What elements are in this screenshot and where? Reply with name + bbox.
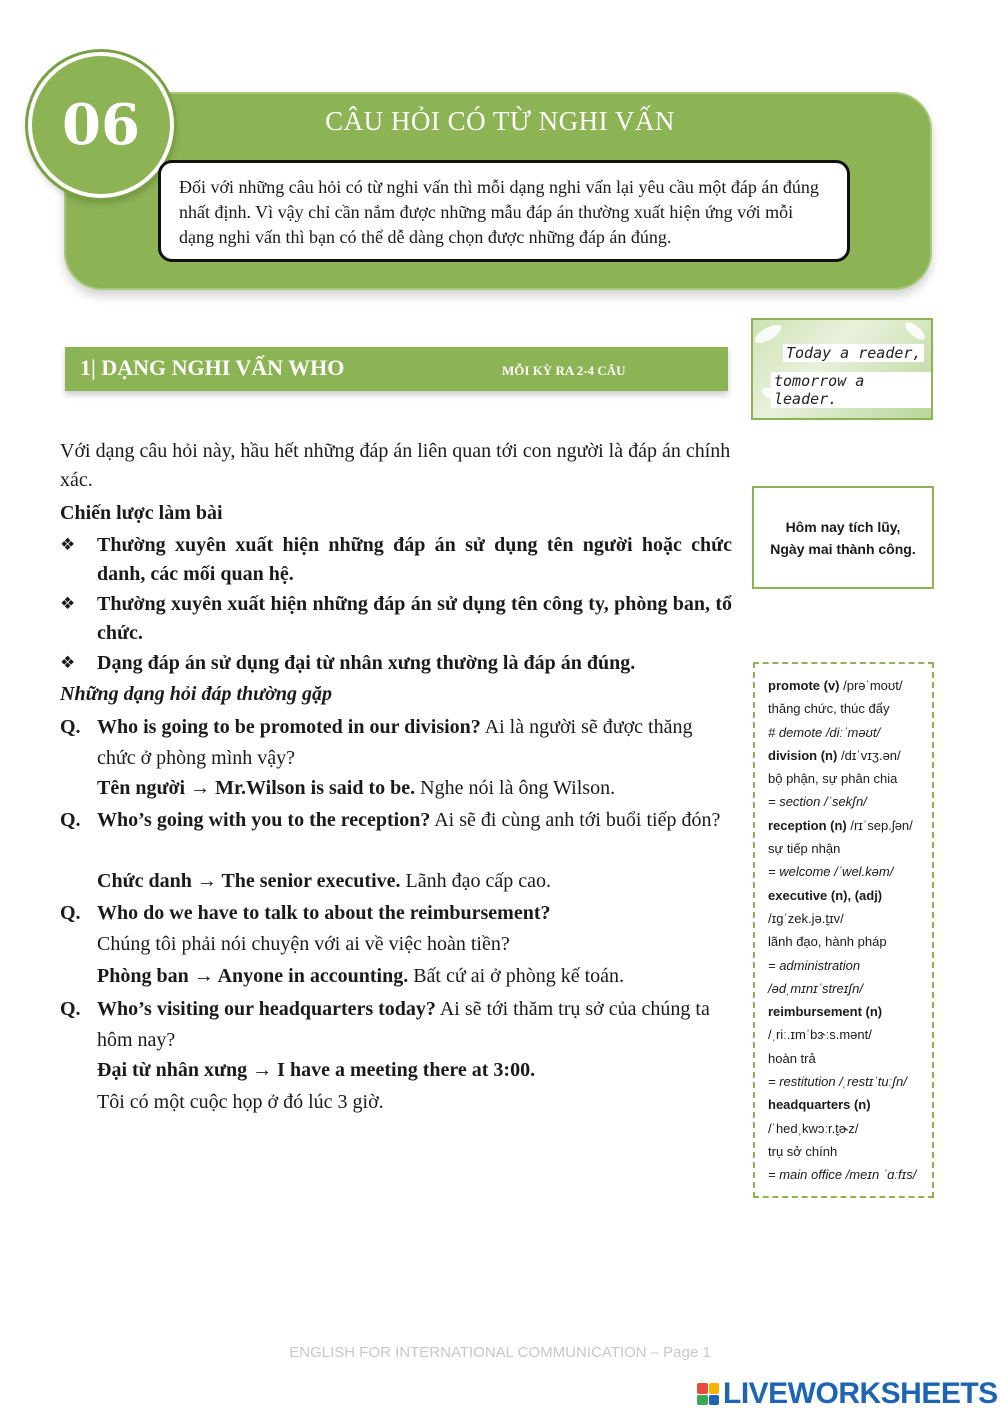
answer-row: [97, 962, 737, 991]
question-vietnamese: Ai sẽ tới thăm trụ sở của chúng ta hôm nay?: [97, 998, 710, 1051]
intro-text: Đối với những câu hỏi có từ nghi vấn thì mỗi dạng nghi vấn lại yêu cầu một đáp án đúng nhất định. Vì vậy chỉ cần nắm được những mẫu đáp án thường xuất hiện ứng với mỗi dạng nghi vấn thì bạn có thể dễ dàng chọn được những đáp án đúng.: [179, 177, 819, 247]
vocab-line: [768, 884, 928, 907]
vocab-pronunciation: /prəˈmoʊt/: [839, 678, 903, 693]
intro-box: [158, 160, 850, 262]
flower-petal: [903, 319, 928, 342]
question-row: [60, 712, 732, 774]
lesson-number-badge: [28, 52, 174, 198]
answer-english: Chức danh → The senior executive.: [97, 870, 401, 892]
strategy-bullet: [60, 531, 732, 589]
diamond-bullet-icon: ❖: [60, 653, 76, 673]
bullet-text: Dạng đáp án sử dụng đại từ nhân xưng thường là đáp án đúng.: [97, 652, 636, 674]
question-vietnamese-row: [97, 930, 737, 959]
vocab-word: reception (n): [768, 817, 847, 833]
question-english: Who’s going with you to the reception?: [97, 809, 431, 831]
answer-english: Tên người → Mr.Wilson is said to be.: [97, 777, 416, 799]
bullet-text: Thường xuyên xuất hiện những đáp án sử dụng tên người hoặc chức danh, các mối quan hệ.: [97, 534, 732, 585]
vocab-line: [768, 1000, 928, 1023]
question-english: Who do we have to talk to about the reimbursement?: [97, 902, 551, 924]
vocab-line: sự tiếp nhận: [768, 841, 841, 857]
vocab-line: = administration: [768, 957, 861, 973]
vocab-line: = section /ˈsekʃn/: [768, 794, 867, 810]
answer-english: Phòng ban → Anyone in accounting.: [97, 965, 409, 987]
strategy-heading: Chiến lược làm bài: [60, 502, 223, 524]
question-vietnamese: Chúng tôi phải nói chuyện với ai về việc hoàn tiền?: [97, 933, 510, 955]
flower-petal: [752, 321, 784, 346]
question-vietnamese: Ai sẽ đi cùng anh tới buổi tiếp đón?: [430, 809, 721, 831]
question-english: Who’s visiting our headquarters today?: [97, 998, 436, 1020]
section-note: MỖI KỲ RA 2-4 CÂU: [502, 363, 626, 378]
motto-line-1: Hôm nay tích lũy,: [785, 518, 901, 535]
vocab-line: = main office /meɪn ˈɑːfɪs/: [768, 1167, 917, 1183]
answer-vietnamese: Bất cứ ai ở phòng kế toán.: [408, 965, 625, 987]
page-title: CÂU HỎI CÓ TỪ NGHI VẤN: [325, 106, 675, 136]
diamond-bullet-icon: ❖: [60, 594, 76, 614]
lesson-number: 06: [62, 92, 140, 158]
question-row: [60, 898, 732, 929]
question-vietnamese: Ai là người sẽ được thăng chức ở phòng mình vậy?: [97, 716, 693, 769]
question-english: Who is going to be promoted in our division?: [97, 716, 481, 738]
answer-vietnamese: Lãnh đạo cấp cao.: [400, 870, 551, 892]
strategy-bullet: [60, 590, 732, 648]
quote-line-2: tomorrow a leader.: [771, 372, 931, 408]
vocab-line: [768, 1093, 928, 1116]
vocab-line: thăng chức, thúc đẩy: [768, 701, 890, 717]
vocab-word: reimbursement (n): [768, 1004, 883, 1020]
vocab-line: [768, 744, 928, 767]
motto-box: [752, 486, 934, 589]
body-intro: Với dạng câu hỏi này, hầu hết những đáp án liên quan tới con người là đáp án chính xác.: [60, 440, 731, 491]
question-label: Q.: [60, 998, 81, 1020]
diamond-bullet-icon: ❖: [60, 535, 76, 555]
answer-row: [97, 1056, 737, 1085]
bullet-text: Thường xuyên xuất hiện những đáp án sử dụng tên công ty, phòng ban, tổ chức.: [97, 593, 732, 644]
qa-heading: Những dạng hỏi đáp thường gặp: [60, 683, 332, 705]
strategy-bullet: [60, 649, 732, 678]
vocab-word: executive (n), (adj): [768, 887, 883, 903]
page-footer: ENGLISH FOR INTERNATIONAL COMMUNICATION – Page 1: [289, 1344, 711, 1361]
vocab-pronunciation: /dɪˈvɪʒ.ən/: [837, 747, 901, 763]
vocab-line: # demote /diːˈməʊt/: [768, 724, 881, 740]
liveworksheets-logo-icon: [697, 1383, 719, 1405]
question-label: Q.: [60, 716, 81, 738]
vocab-line: = welcome /ˈwel.kəm/: [768, 864, 894, 880]
vocab-line: /ɪɡˈzek.jə.t̬ɪv/: [768, 910, 844, 926]
vocab-line: /ədˌmɪnɪˈstreɪʃn/: [768, 980, 863, 996]
vocab-line: trụ sở chính: [768, 1143, 838, 1159]
vocab-pronunciation: /rɪˈsep.ʃən/: [846, 817, 913, 833]
answer-row: [97, 774, 737, 803]
vocab-line: hoàn trả: [768, 1050, 816, 1066]
answer-row: [97, 867, 737, 896]
question-label: Q.: [60, 809, 81, 831]
vocab-line: /ˌriː.ɪmˈbɝːs.mənt/: [768, 1027, 872, 1043]
vocabulary-box: [753, 662, 934, 1198]
vocab-line: [768, 814, 928, 837]
vocab-line: bộ phận, sự phân chia: [768, 771, 898, 787]
question-row: [60, 805, 732, 836]
vocab-word: division (n): [768, 747, 838, 763]
answer-vietnamese: Nghe nói là ông Wilson.: [415, 777, 616, 799]
vocab-line: /ˈhedˌkwɔːr.t̬ɚz/: [768, 1120, 859, 1136]
section-title: 1| DẠNG NGHI VẤN WHO: [80, 355, 345, 380]
liveworksheets-logo[interactable]: [697, 1377, 998, 1411]
answer-vietnamese: Tôi có một cuộc họp ở đó lúc 3 giờ.: [97, 1091, 384, 1113]
brand-name: LIVEWORKSHEETS: [723, 1377, 998, 1410]
answer-english: Đại từ nhân xưng → I have a meeting there at 3:00.: [97, 1059, 536, 1081]
vocab-line: [768, 674, 928, 697]
motto-line-2: Ngày mai thành công.: [770, 540, 916, 557]
question-row: [60, 994, 732, 1056]
vocab-line: = restitution /ˌrestɪˈtuːʃn/: [768, 1074, 907, 1090]
quote-line-1: Today a reader,: [783, 344, 924, 362]
quote-image: [751, 318, 933, 420]
vocab-word: headquarters (n): [768, 1097, 871, 1113]
vocab-line: lãnh đạo, hành pháp: [768, 934, 887, 950]
vocab-word: promote (v): [768, 678, 840, 693]
question-label: Q.: [60, 902, 81, 924]
answer-vietnamese-row: [97, 1088, 737, 1117]
